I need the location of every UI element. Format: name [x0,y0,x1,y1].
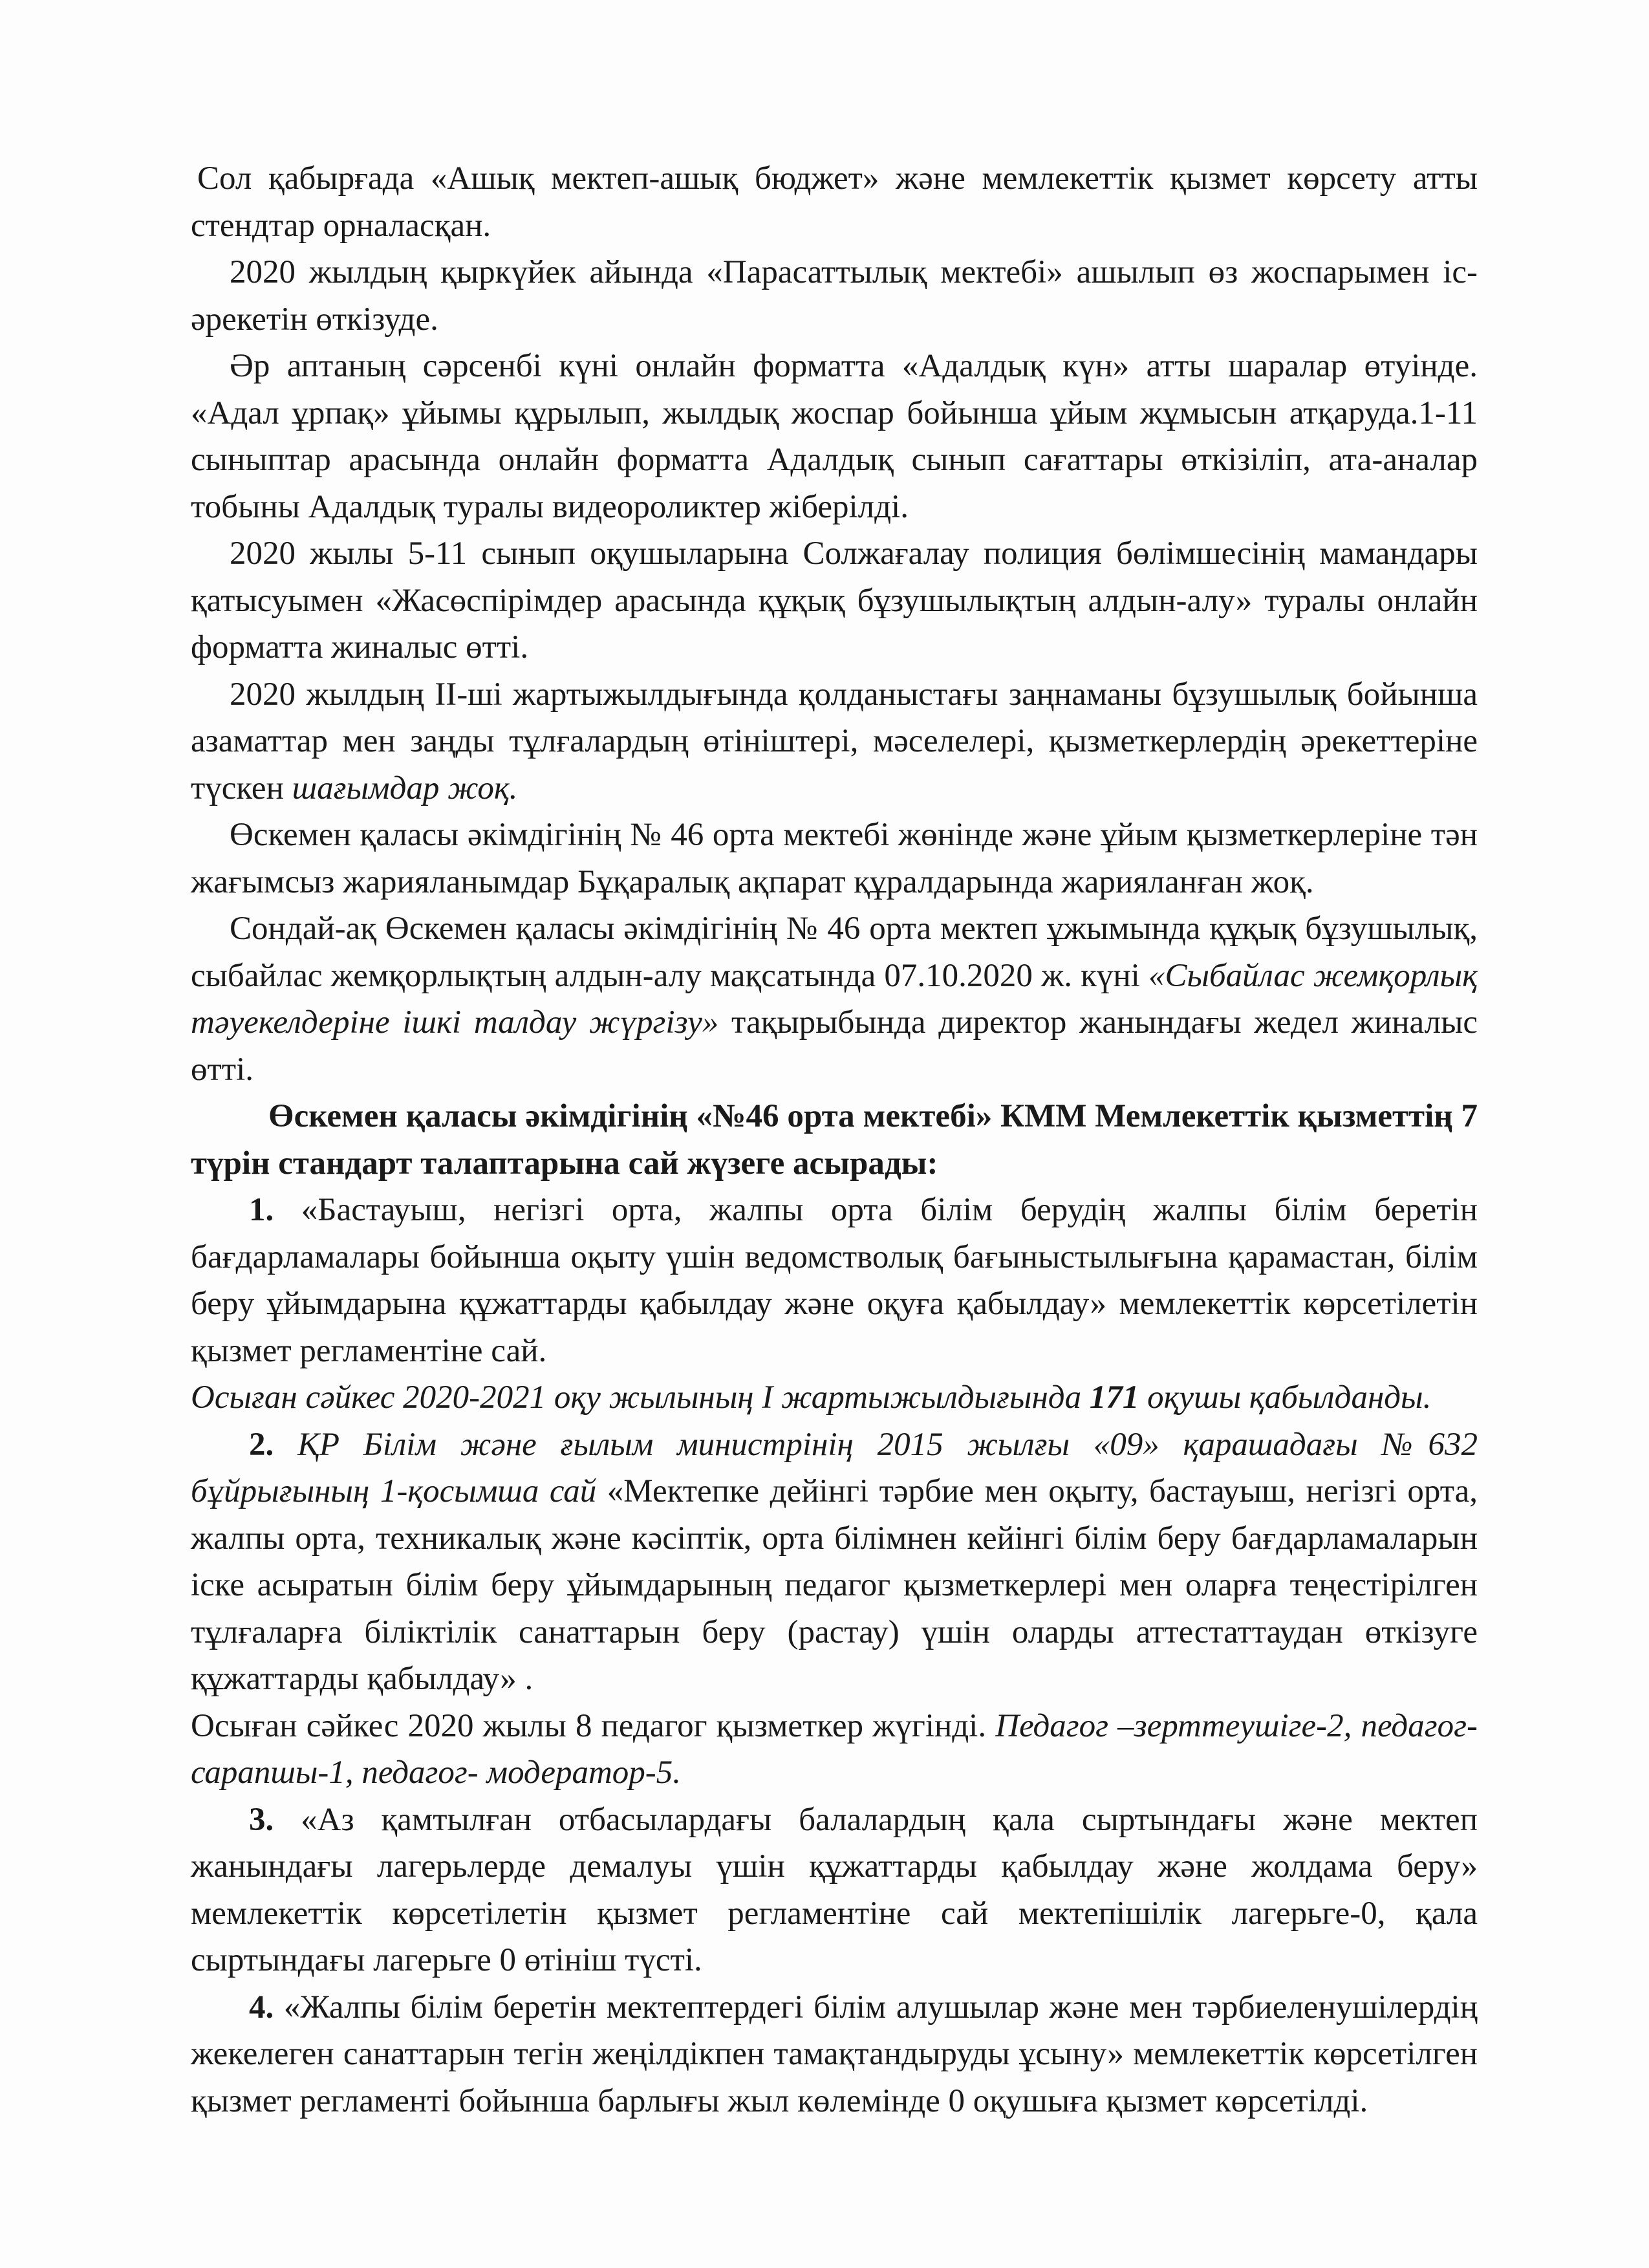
paragraph-anticorruption-end: тақырыбында директор жанындағы жедел жиналыс өтті. [191,1004,1478,1088]
service-item-1-result-c: оқушы қабылданды. [1139,1379,1432,1416]
service-item-2-text: «Мектепке дейінгі тәрбие мен оқыту, бастауыш, негізгі орта, жалпы орта, техникалық және кәсіптік, орта білімнен кейінгі білім беру бағдарламаларын іске асыратын білім беру ұйымдарының педагог қызметкерлері мен оларға теңестірілген тұлғаларға біліктілік санаттарын беру (растау) үшін оларды аттестаттаудан өткізуге құжаттарды қабылдау» . [191,1473,1478,1697]
paragraph-stands: Сол қабырғада «Ашық мектеп-ашық бюджет» және мемлекеттік қызмет көрсету атты стендтар орналасқан. [191,160,1478,244]
service-item-2-result-b: Педагог –зерттеушіге-2, педагог-сарапшы-1, педагог- модератор-5. [191,1707,1478,1791]
service-item-2-number: 2. [249,1426,274,1463]
service-item-1-count: 171 [1089,1379,1139,1416]
service-item-3 [191,1797,1478,1984]
service-item-4-text: «Жалпы білім беретін мектептердегі білім алушылар және мен тәрбиеленушілердің жекелеген санаттарын тегін жеңілдікпен тамақтандыруды ұсыну» мемлекеттік көрсетілген қызмет регламенті бойынша барлығы жыл көлемінде 0 оқушыға қызмет көрсетілді. [191,1989,1478,2119]
paragraph-media: Өскемен қаласы әкімдігінің № 46 орта мектебі жөнінде және ұйым қызметкерлеріне тән жағымсыз жарияланымдар Бұқаралық ақпарат құралдарында жарияланған жоқ. [191,817,1478,900]
service-item-1-result-a: Осыған сәйкес 2020-2021 оқу жылының І жартыжылдығында [191,1379,1090,1416]
paragraph-complaints-text: 2020 жылдың ІІ-ші жартыжылдығында қолданыстағы заңнаманы бұзушылық бойынша азаматтар мен заңды тұлғалардың өтініштері, мәселелері, қызметкерлердің әрекеттеріне түскен [191,676,1478,806]
paragraph-complaints [191,671,1478,812]
paragraph-police-meeting: 2020 жылы 5-11 сынып оқушыларына Солжағалау полиция бөлімшесінің мамандары қатысуымен «Жасөспірімдер арасында құқық бұзушылықтың алдын-алу» туралы онлайн форматта жиналыс өтті. [191,535,1478,665]
paragraph-anticorruption [191,905,1478,1093]
service-item-2 [191,1421,1478,1703]
service-item-1-text: «Бастауыш, негізгі орта, жалпы орта білім берудің жалпы білім беретін бағдарламалары бойынша оқыту үшін ведомстволық бағыныстылығына қарамастан, білім беру ұйымдарына құжаттарды қабылдау және оқуға қабылдау» мемлекеттік көрсетілетін қызмет регламентіне сай. [191,1192,1478,1369]
paragraph-complaints-italic: шағымдар жоқ. [292,770,518,806]
service-item-4-number: 4. [249,1989,274,2025]
service-item-4 [191,1984,1478,2125]
paragraph-honesty-day: Әр аптаның сәрсенбі күні онлайн форматта «Адалдық күн» атты шаралар өтуінде. «Адал ұрпақ» ұйымы құрылып, жылдық жоспар бойынша ұйым жұмысын атқаруда.1-11 сыныптар арасында онлайн форматта Адалдық сынып сағаттары өткізіліп, ата-аналар тобыны Адалдық туралы видеороликтер жіберілді. [191,348,1478,525]
service-item-1-number: 1. [249,1192,274,1228]
service-item-2-result-a: Осыған сәйкес 2020 жылы 8 педагог қызметкер жүгінді. [191,1707,996,1744]
service-item-2-result [191,1703,1478,1797]
service-item-3-number: 3. [249,1801,274,1838]
service-item-1 [191,1187,1478,1374]
paragraph-school-opening: 2020 жылдың қыркүйек айында «Парасаттылық мектебі» ашылып өз жоспарымен іс-әрекетін өткізуде. [191,254,1478,338]
paragraph-anticorruption-text: Сондай-ақ Өскемен қаласы әкімдігінің № 46 орта мектеп ұжымында құқық бұзушылық, сыбайлас жемқорлықтың алдын-алу мақсатында 07.10.2020 ж. күні [191,911,1478,994]
section-heading: Өскемен қаласы әкімдігінің «№46 орта мектебі» КММ Мемлекеттік қызметтің 7 түрін стандарт талаптарына сай жүзеге асырады: [191,1098,1478,1182]
service-item-1-result [191,1374,1478,1421]
document-body [191,155,1478,2124]
service-item-2-order: ҚР Білім және ғылым министрінің 2015 жылғы «09» қарашадағы №632 бұйрығының 1-қосымша сай [191,1426,1478,1509]
service-item-3-text: «Аз қамтылған отбасылардағы балалардың қала сыртындағы және мектеп жанындағы лагерьлерде демалуы үшін құжаттарды қабылдау және жолдама беру» мемлекеттік көрсетілетін қызмет регламентіне сай мектепішілік лагерьге-0, қала сыртындағы лагерьге 0 өтініш түсті. [191,1801,1478,1978]
paragraph-anticorruption-topic: «Сыбайлас жемқорлық тәуекелдеріне ішкі талдау жүргізу» [191,957,1478,1041]
